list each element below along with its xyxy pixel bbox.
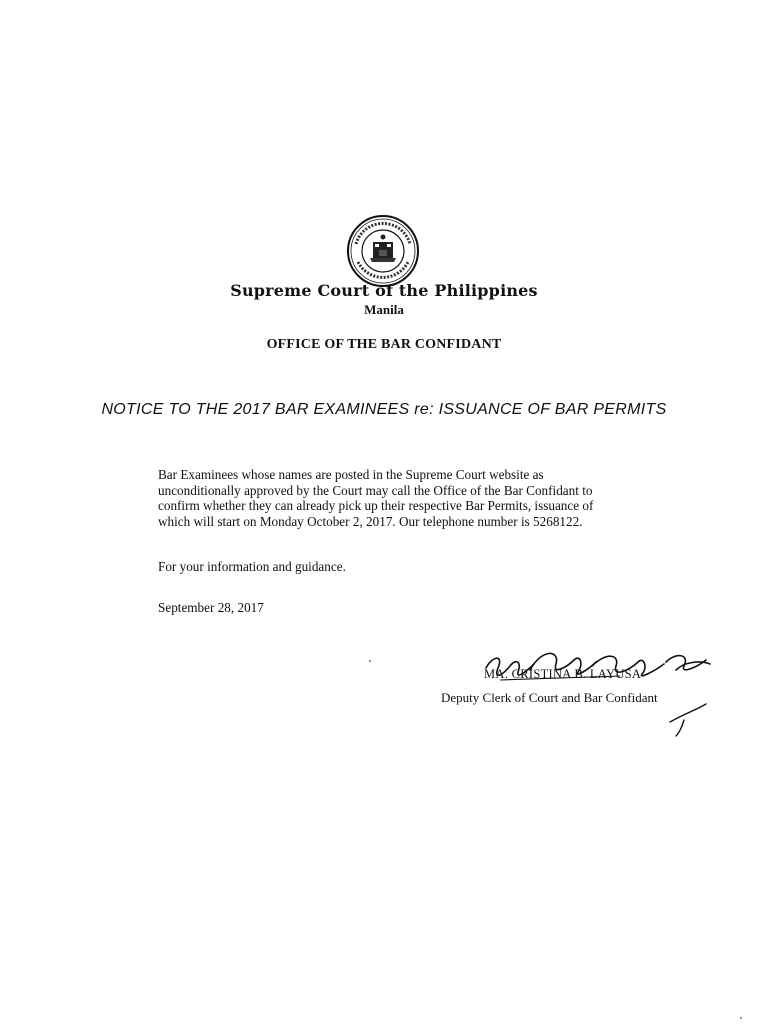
closing-line: For your information and guidance.: [158, 559, 346, 574]
court-city: Manila: [364, 302, 404, 317]
court-name: Supreme Court of the Philippines: [230, 281, 538, 300]
signatory-name: MA. CRISTINA B. LAYUSA: [484, 667, 642, 681]
handwritten-signature-icon: [470, 640, 720, 740]
supreme-court-seal-icon: [346, 214, 420, 288]
notice-title: NOTICE TO THE 2017 BAR EXAMINEES re: ISSUANCE OF BAR PERMITS: [101, 401, 667, 418]
scan-speck: [740, 1017, 742, 1019]
paragraph-line: confirm whether they can already pick up their respective Bar Permits, issuance of: [158, 498, 594, 513]
paragraph-line: which will start on Monday October 2, 2017. Our telephone number is 5268122.: [158, 513, 583, 529]
scan-speck: [369, 660, 371, 662]
office-name: OFFICE OF THE BAR CONFIDANT: [266, 337, 502, 352]
signatory-position: Deputy Clerk of Court and Bar Confidant: [441, 690, 658, 705]
notice-paragraph: [158, 467, 658, 529]
paragraph-line: unconditionally approved by the Court may call the Office of the Bar Confidant to: [158, 482, 593, 498]
notice-date: September 28, 2017: [158, 600, 264, 615]
paragraph-line: Bar Examinees whose names are posted in the Supreme Court website as: [158, 467, 544, 482]
